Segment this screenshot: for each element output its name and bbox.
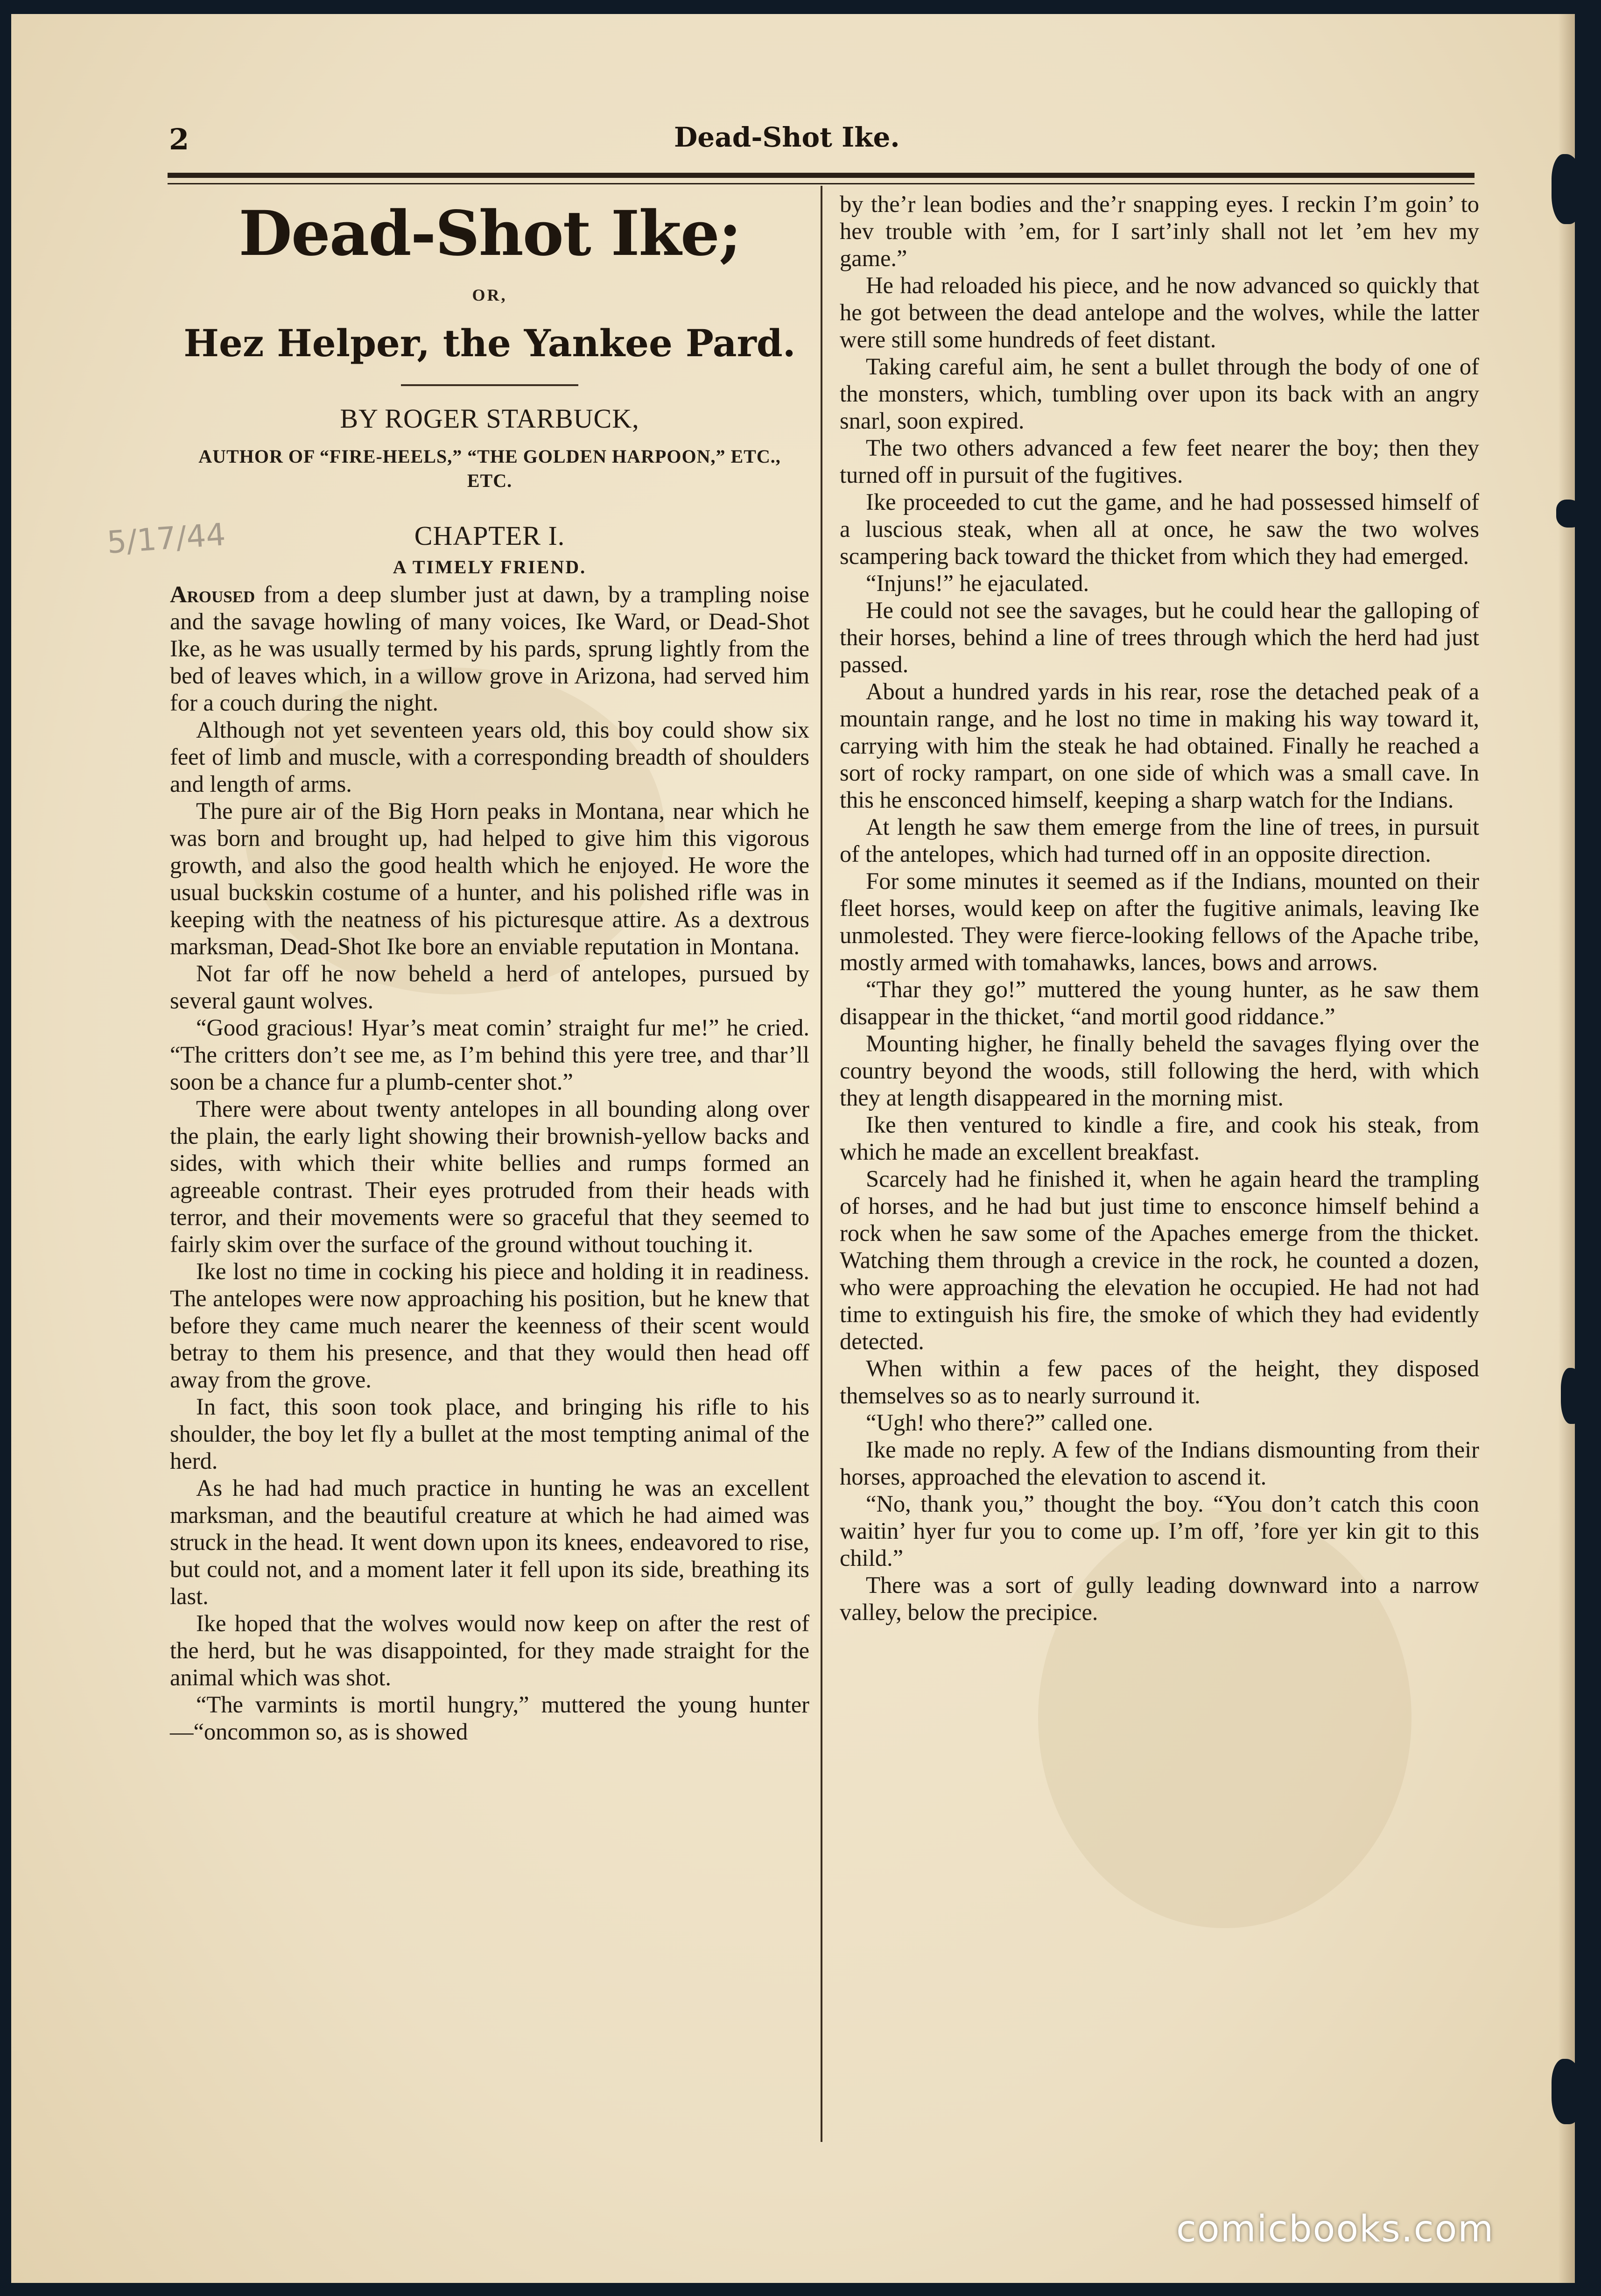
chapter-heading: CHAPTER I.: [414, 521, 565, 551]
paragraph: “No, thank you,” thought the boy. “You don’t catch this coon waitin’ hyer fur you to come up. I’m off, ’fore yer kin git to this child.”: [840, 1491, 1479, 1571]
paragraph: For some minutes it seemed as if the Indians, mounted on their fleet horses, would keep on after the fugitive animals, leaving Ike unmolested. They were fierce-looking fellows of the Apache tribe, mostly armed with tomahawks, lances, bows and arrows.: [840, 868, 1479, 975]
story-title: Dead-Shot Ike;: [239, 197, 741, 270]
paragraph-text: from a deep slumber just at dawn, by a trampling noise and the savage howling of many voices, Ike Ward, or Dead-Shot Ike, as he was usually termed by his pards, sprung lightly from the bed of leaves which, in a willow grove in Arizona, had served him for a couch during the night.: [170, 581, 809, 716]
paragraph: Ike proceeded to cut the game, and he had possessed himself of a luscious steak, when all at once, he saw the two wolves scampering back toward the thicket from which they had emerged.: [840, 489, 1479, 569]
paragraph: Scarcely had he finished it, when he again heard the trampling of horses, and he had but just time to ensconce himself behind a rock when he saw some of the Apaches emerge from the thicket. Watching them through a crevice in the rock, he counted a dozen, who were approaching the elevation he occupied. He had not had time to extinguish his fire, the smoke of which they had evidently detected.: [840, 1166, 1479, 1354]
paragraph: In fact, this soon took place, and bringing his rifle to his shoulder, the boy let fly a bullet at the most tempting animal of the herd.: [170, 1394, 809, 1474]
paragraph: When within a few paces of the height, they disposed themselves so as to nearly surround it.: [840, 1355, 1479, 1409]
byline: BY ROGER STARBUCK,: [340, 403, 639, 434]
magazine-page: [11, 14, 1575, 2283]
header-rule-thick: [168, 173, 1475, 178]
drop-word: Aroused: [170, 581, 255, 608]
paragraph: Ike lost no time in cocking his piece and holding it in readiness. The antelopes were now approaching his position, but he knew that before they came much nearer the keenness of their scent would betray to them his presence, and that they would then head off away from the grove.: [170, 1258, 809, 1393]
title-rule: [401, 384, 578, 386]
paragraph: “The varmints is mortil hungry,” muttered the young hunter—“oncommon so, as is showed: [170, 1691, 809, 1745]
paragraph: Ike hoped that the wolves would now keep on after the rest of the herd, but he was disappointed, for they made straight for the animal which was shot.: [170, 1610, 809, 1691]
page-number: 2: [169, 122, 190, 156]
right-column: [840, 190, 1479, 1626]
paragraph: Ike then ventured to kindle a fire, and cook his steak, from which he made an excellent breakfast.: [840, 1112, 1479, 1165]
running-title: Dead-Shot Ike.: [674, 121, 900, 153]
paragraph: He could not see the savages, but he could hear the galloping of their horses, behind a line of trees through which the herd had just passed.: [840, 597, 1479, 677]
paragraph: At length he saw them emerge from the line of trees, in pursuit of the antelopes, which had turned off in an opposite direction.: [840, 814, 1479, 867]
paragraph: There was a sort of gully leading downward into a narrow valley, below the precipice.: [840, 1572, 1479, 1625]
page-tear: [1552, 154, 1575, 224]
column-divider: [821, 186, 822, 2142]
paragraph: “Injuns!” he ejaculated.: [866, 570, 1089, 596]
page-tear: [1556, 500, 1575, 528]
watermark: comicbooks.com: [1176, 2208, 1495, 2250]
paragraph: Not far off he now beheld a herd of antelopes, pursued by several gaunt wolves.: [170, 960, 809, 1014]
header-rule-thin: [168, 183, 1475, 184]
paragraph: “Good gracious! Hyar’s meat comin’ straight fur me!” he cried. “The critters don’t see me, as I’m behind this yere tree, and thar’ll soon be a chance fur a plumb-center shot.”: [170, 1014, 809, 1095]
paragraph-continued: by the’r lean bodies and the’r snapping eyes. I reckin I’m goin’ to hev trouble with ’em, for I sart’inly shall not let ’em hev my game.”: [840, 191, 1479, 271]
page-edge-shadow: [1558, 14, 1575, 2283]
pencil-annotation: 5/17/44: [105, 516, 227, 561]
author-credits: AUTHOR OF “FIRE-HEELS,” “THE GOLDEN HARPOON,” ETC., ETC.: [198, 446, 781, 492]
paragraph: The two others advanced a few feet nearer the boy; then they turned off in pursuit of the fugitives.: [840, 435, 1479, 488]
paragraph: Ike made no reply. A few of the Indians dismounting from their horses, approached the elevation to ascend it.: [840, 1437, 1479, 1490]
paragraph: The pure air of the Big Horn peaks in Montana, near which he was born and brought up, had helped to give him this vigorous growth, and also the good health which he enjoyed. He wore the usual buckskin costume of a hunter, and his polished rifle was in keeping with the neatness of his picturesque attire. As a dextrous marksman, Dead-Shot Ike bore an enviable reputation in Montana.: [170, 798, 809, 960]
paragraph: About a hundred yards in his rear, rose the detached peak of a mountain range, and he lost no time in making his way toward it, carrying with him the steak he had obtained. Finally he reached a sort of rocky rampart, on one side of which was a small cave. In this he ensconced himself, keeping a sharp watch for the Indians.: [840, 678, 1479, 813]
paragraph: There were about twenty antelopes in all bounding along over the plain, the early light showing their brownish-yellow backs and sides, with which their white bellies and rumps formed an agreeable contrast. Their eyes protruded from their heads with terror, and their movements were so graceful that they seemed to fairly skim over the surface of the ground without touching it.: [170, 1096, 809, 1258]
title-or: OR,: [472, 286, 507, 305]
paragraph: Although not yet seventeen years old, this boy could show six feet of limb and muscle, with a corresponding breadth of shoulders and length of arms.: [170, 717, 809, 797]
paragraph: “Thar they go!” muttered the young hunter, as he saw them disappear in the thicket, “and mortil good riddance.”: [840, 976, 1479, 1029]
left-column: [170, 190, 809, 1745]
chapter-title: A TIMELY FRIEND.: [393, 556, 587, 578]
paragraph: Taking careful aim, he sent a bullet through the body of one of the monsters, which, tumbling over upon its back with an angry snarl, soon expired.: [840, 353, 1479, 434]
paragraph: [170, 581, 809, 716]
paragraph: Mounting higher, he finally beheld the savages flying over the country beyond the woods, still following the herd, with which they at length disappeared in the morning mist.: [840, 1030, 1479, 1111]
page-header: [161, 112, 1477, 168]
story-subtitle: Hez Helper, the Yankee Pard.: [183, 321, 796, 366]
paragraph: He had reloaded his piece, and he now advanced so quickly that he got between the dead antelope and the wolves, while the latter were still some hundreds of feet distant.: [840, 272, 1479, 352]
paragraph: “Ugh! who there?” called one.: [866, 1409, 1153, 1436]
page-tear: [1552, 2059, 1575, 2124]
page-tear: [1561, 1368, 1575, 1424]
paragraph: As he had had much practice in hunting he was an excellent marksman, and the beautiful creature at which he had aimed was struck in the head. It went down upon its knees, endeavored to rise, but could not, and a moment later it fell upon its side, breathing its last.: [170, 1475, 809, 1610]
